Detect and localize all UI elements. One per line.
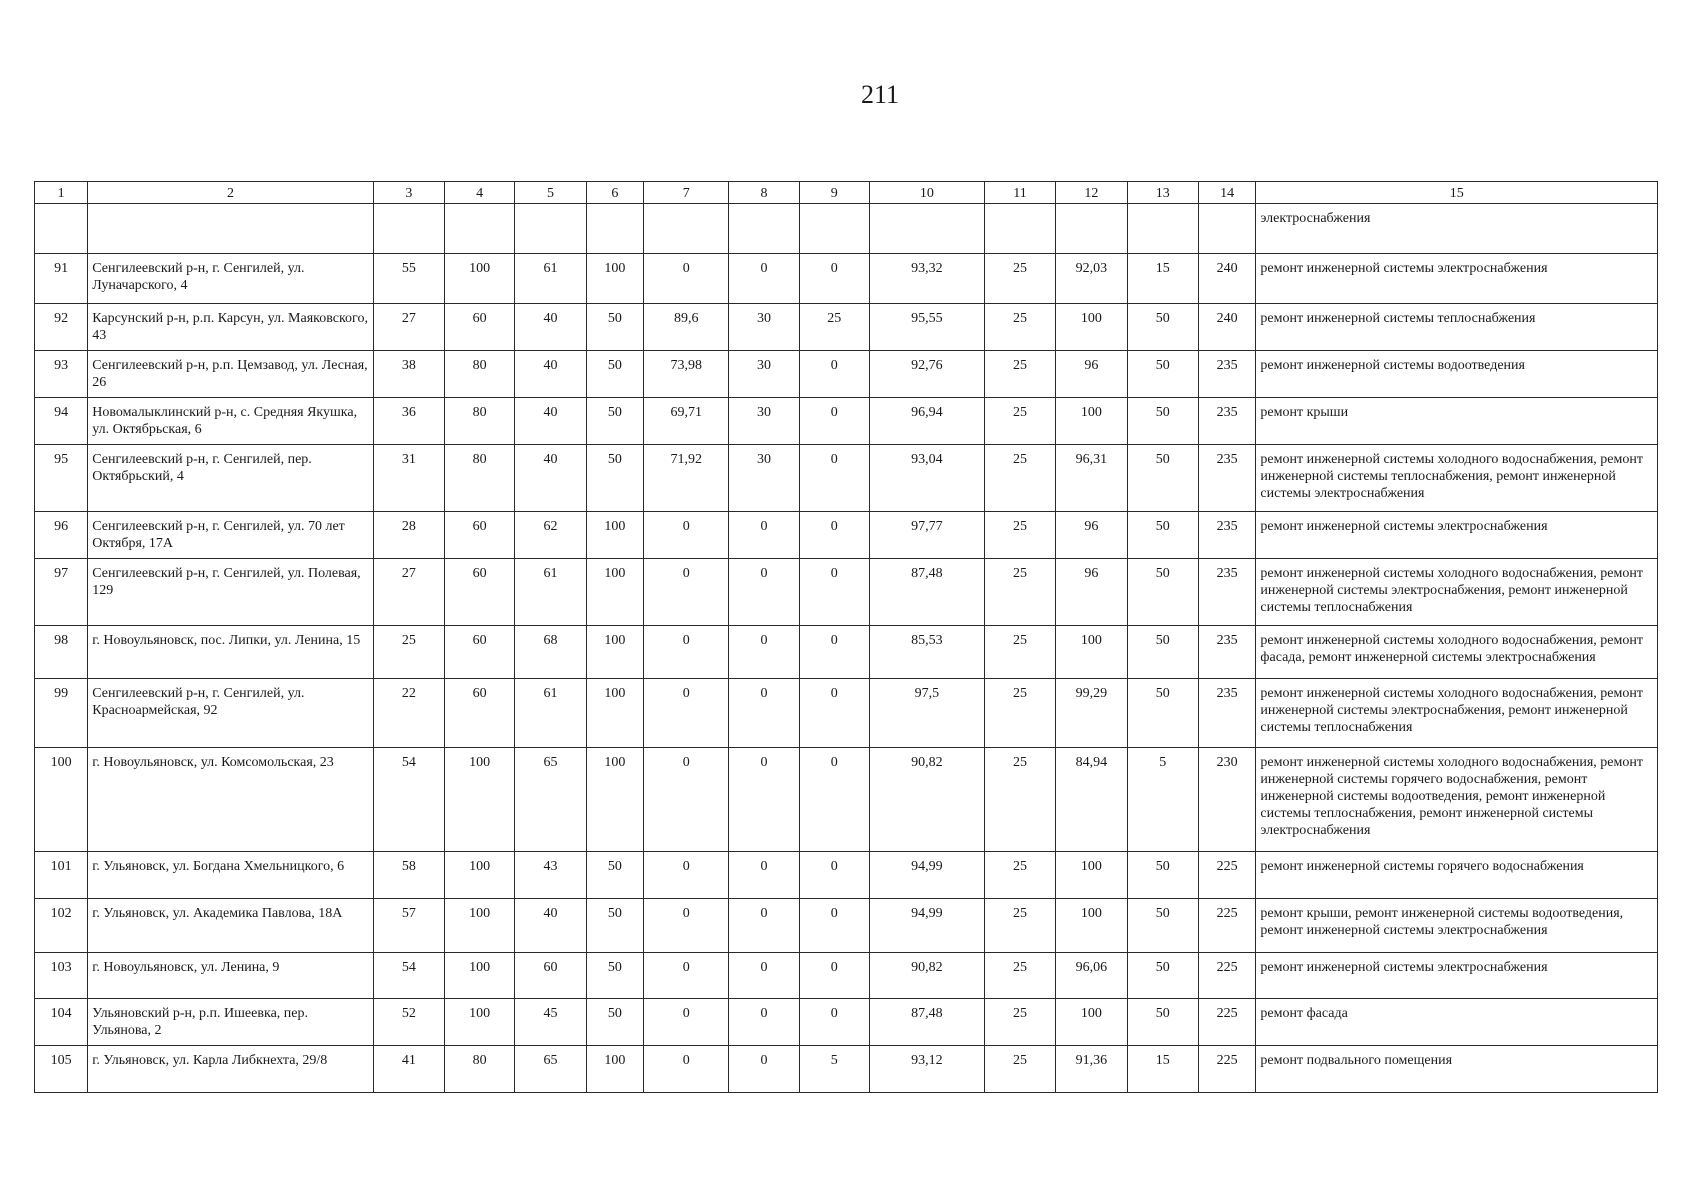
value-cell: 0: [729, 512, 799, 559]
value-cell: 25: [984, 679, 1055, 748]
value-cell: 80: [444, 445, 514, 512]
total-score-cell: 235: [1198, 351, 1256, 398]
value-cell: 55: [373, 254, 444, 304]
value-cell: 96: [1056, 512, 1127, 559]
value-cell: 25: [984, 999, 1055, 1046]
value-cell: 92,76: [869, 351, 984, 398]
total-score-cell: 240: [1198, 254, 1256, 304]
value-cell: 100: [1056, 304, 1127, 351]
value-cell: 69,71: [644, 398, 729, 445]
value-cell: 80: [444, 398, 514, 445]
value-cell: 5: [1127, 748, 1198, 852]
table-row: [35, 626, 1658, 679]
value-cell: 60: [444, 512, 514, 559]
value-cell: 80: [444, 351, 514, 398]
table-cell: [729, 204, 799, 254]
value-cell: 30: [729, 445, 799, 512]
value-cell: 40: [515, 899, 586, 953]
table-row: [35, 254, 1658, 304]
work-type-cell: ремонт инженерной системы электроснабжения: [1256, 953, 1658, 999]
value-cell: 50: [1127, 679, 1198, 748]
value-cell: 50: [586, 304, 644, 351]
value-cell: 25: [984, 398, 1055, 445]
value-cell: 73,98: [644, 351, 729, 398]
value-cell: 50: [586, 351, 644, 398]
value-cell: 54: [373, 748, 444, 852]
table-cell: [1127, 204, 1198, 254]
value-cell: 50: [1127, 953, 1198, 999]
work-type-cell: ремонт инженерной системы электроснабжения: [1256, 512, 1658, 559]
value-cell: 30: [729, 304, 799, 351]
value-cell: 100: [586, 626, 644, 679]
table-cell: [984, 204, 1055, 254]
value-cell: 0: [644, 899, 729, 953]
value-cell: 0: [729, 852, 799, 899]
work-type-cell: ремонт подвального помещения: [1256, 1046, 1658, 1093]
value-cell: 50: [1127, 852, 1198, 899]
value-cell: 38: [373, 351, 444, 398]
value-cell: 25: [984, 445, 1055, 512]
column-header: 6: [586, 182, 644, 204]
value-cell: 43: [515, 852, 586, 899]
table-cell: [1056, 204, 1127, 254]
value-cell: 28: [373, 512, 444, 559]
work-type-cell: ремонт инженерной системы холодного водоснабжения, ремонт фасада, ремонт инженерной системы электроснабжения: [1256, 626, 1658, 679]
value-cell: 87,48: [869, 999, 984, 1046]
value-cell: 0: [644, 1046, 729, 1093]
value-cell: 50: [586, 899, 644, 953]
table-row: [35, 899, 1658, 953]
table-row: [35, 1046, 1658, 1093]
value-cell: 95,55: [869, 304, 984, 351]
table-row: [35, 351, 1658, 398]
row-number-cell: 102: [35, 899, 88, 953]
table-cell: [373, 204, 444, 254]
value-cell: 0: [729, 626, 799, 679]
value-cell: 0: [799, 254, 869, 304]
value-cell: 50: [586, 953, 644, 999]
value-cell: 61: [515, 254, 586, 304]
table-row: [35, 559, 1658, 626]
value-cell: 0: [729, 899, 799, 953]
value-cell: 92,03: [1056, 254, 1127, 304]
total-score-cell: 230: [1198, 748, 1256, 852]
value-cell: 0: [799, 679, 869, 748]
table-row: [35, 398, 1658, 445]
total-score-cell: 225: [1198, 899, 1256, 953]
value-cell: 90,82: [869, 953, 984, 999]
value-cell: 100: [1056, 398, 1127, 445]
address-cell: Сенгилеевский р-н, г. Сенгилей, ул. Луначарского, 4: [88, 254, 373, 304]
value-cell: 61: [515, 559, 586, 626]
column-header: 10: [869, 182, 984, 204]
address-cell: г. Ульяновск, ул. Богдана Хмельницкого, 6: [88, 852, 373, 899]
value-cell: 15: [1127, 1046, 1198, 1093]
total-score-cell: 225: [1198, 852, 1256, 899]
column-header: 7: [644, 182, 729, 204]
work-type-cell: ремонт крыши, ремонт инженерной системы водоотведения, ремонт инженерной системы электроснабжения: [1256, 899, 1658, 953]
address-cell: г. Новоульяновск, пос. Липки, ул. Ленина, 15: [88, 626, 373, 679]
work-type-cell: ремонт инженерной системы холодного водоснабжения, ремонт инженерной системы теплоснабжения, ремонт инженерной системы электроснабжения: [1256, 445, 1658, 512]
table-cell: [799, 204, 869, 254]
table-cell: [35, 204, 88, 254]
value-cell: 50: [1127, 999, 1198, 1046]
value-cell: 25: [984, 852, 1055, 899]
value-cell: 27: [373, 304, 444, 351]
value-cell: 0: [644, 626, 729, 679]
value-cell: 40: [515, 398, 586, 445]
work-type-cell: ремонт фасада: [1256, 999, 1658, 1046]
value-cell: 100: [586, 559, 644, 626]
value-cell: 0: [729, 1046, 799, 1093]
value-cell: 68: [515, 626, 586, 679]
value-cell: 0: [644, 748, 729, 852]
value-cell: 0: [799, 351, 869, 398]
table-cell: [644, 204, 729, 254]
address-cell: г. Новоульяновск, ул. Ленина, 9: [88, 953, 373, 999]
row-number-cell: 96: [35, 512, 88, 559]
table-cell: [444, 204, 514, 254]
value-cell: 0: [799, 852, 869, 899]
value-cell: 93,32: [869, 254, 984, 304]
value-cell: 100: [444, 899, 514, 953]
total-score-cell: 235: [1198, 679, 1256, 748]
total-score-cell: 235: [1198, 512, 1256, 559]
value-cell: 100: [586, 679, 644, 748]
table-cell: [88, 204, 373, 254]
value-cell: 0: [729, 999, 799, 1046]
work-type-cell: ремонт инженерной системы теплоснабжения: [1256, 304, 1658, 351]
value-cell: 100: [1056, 852, 1127, 899]
column-header: 2: [88, 182, 373, 204]
table-cell: [515, 204, 586, 254]
value-cell: 100: [1056, 999, 1127, 1046]
value-cell: 54: [373, 953, 444, 999]
work-type-cell: ремонт инженерной системы холодного водоснабжения, ремонт инженерной системы горячего водоснабжения, ремонт инженерной системы водоотведения, ремонт инженерной системы теплоснабжения, ремонт инженерной системы электроснабжения: [1256, 748, 1658, 852]
value-cell: 30: [729, 351, 799, 398]
value-cell: 94,99: [869, 852, 984, 899]
address-cell: г. Новоульяновск, ул. Комсомольская, 23: [88, 748, 373, 852]
value-cell: 57: [373, 899, 444, 953]
value-cell: 52: [373, 999, 444, 1046]
value-cell: 25: [984, 351, 1055, 398]
value-cell: 0: [799, 999, 869, 1046]
column-header: 3: [373, 182, 444, 204]
table-row: [35, 679, 1658, 748]
row-number-cell: 97: [35, 559, 88, 626]
value-cell: 91,36: [1056, 1046, 1127, 1093]
value-cell: 0: [644, 559, 729, 626]
value-cell: 50: [1127, 304, 1198, 351]
value-cell: 71,92: [644, 445, 729, 512]
column-header: 5: [515, 182, 586, 204]
address-cell: Сенгилеевский р-н, г. Сенгилей, пер. Октябрьский, 4: [88, 445, 373, 512]
value-cell: 31: [373, 445, 444, 512]
total-score-cell: 240: [1198, 304, 1256, 351]
table-row: [35, 304, 1658, 351]
table-cell: [1198, 204, 1256, 254]
column-number-header-row: [35, 182, 1658, 204]
value-cell: 50: [1127, 899, 1198, 953]
value-cell: 100: [444, 999, 514, 1046]
table-row: [35, 748, 1658, 852]
value-cell: 93,12: [869, 1046, 984, 1093]
column-header: 1: [35, 182, 88, 204]
value-cell: 100: [586, 254, 644, 304]
table-row: [35, 852, 1658, 899]
value-cell: 65: [515, 748, 586, 852]
value-cell: 0: [729, 748, 799, 852]
value-cell: 0: [729, 254, 799, 304]
value-cell: 50: [586, 398, 644, 445]
value-cell: 62: [515, 512, 586, 559]
continuation-row: [35, 204, 1658, 254]
value-cell: 96,94: [869, 398, 984, 445]
value-cell: 25: [984, 1046, 1055, 1093]
value-cell: 60: [444, 626, 514, 679]
address-cell: Новомалыклинский р-н, с. Средняя Якушка, ул. Октябрьская, 6: [88, 398, 373, 445]
value-cell: 50: [586, 445, 644, 512]
value-cell: 100: [586, 512, 644, 559]
table-cell: [586, 204, 644, 254]
row-number-cell: 93: [35, 351, 88, 398]
value-cell: 80: [444, 1046, 514, 1093]
value-cell: 50: [1127, 445, 1198, 512]
value-cell: 50: [1127, 626, 1198, 679]
value-cell: 5: [799, 1046, 869, 1093]
total-score-cell: 235: [1198, 559, 1256, 626]
address-cell: г. Ульяновск, ул. Карла Либкнехта, 29/8: [88, 1046, 373, 1093]
row-number-cell: 100: [35, 748, 88, 852]
value-cell: 94,99: [869, 899, 984, 953]
value-cell: 25: [373, 626, 444, 679]
column-header: 12: [1056, 182, 1127, 204]
total-score-cell: 235: [1198, 398, 1256, 445]
row-number-cell: 98: [35, 626, 88, 679]
value-cell: 27: [373, 559, 444, 626]
value-cell: 0: [729, 679, 799, 748]
value-cell: 97,77: [869, 512, 984, 559]
value-cell: 25: [799, 304, 869, 351]
total-score-cell: 235: [1198, 626, 1256, 679]
value-cell: 25: [984, 748, 1055, 852]
row-number-cell: 92: [35, 304, 88, 351]
value-cell: 50: [1127, 559, 1198, 626]
value-cell: 25: [984, 559, 1055, 626]
value-cell: 50: [586, 999, 644, 1046]
value-cell: 0: [644, 254, 729, 304]
value-cell: 60: [444, 559, 514, 626]
value-cell: 100: [586, 748, 644, 852]
value-cell: 60: [444, 304, 514, 351]
value-cell: 0: [644, 679, 729, 748]
value-cell: 30: [729, 398, 799, 445]
column-header: 9: [799, 182, 869, 204]
value-cell: 15: [1127, 254, 1198, 304]
address-cell: Карсунский р-н, р.п. Карсун, ул. Маяковского, 43: [88, 304, 373, 351]
value-cell: 36: [373, 398, 444, 445]
value-cell: 0: [799, 445, 869, 512]
value-cell: 85,53: [869, 626, 984, 679]
work-type-cell: электроснабжения: [1256, 204, 1658, 254]
value-cell: 99,29: [1056, 679, 1127, 748]
work-type-cell: ремонт инженерной системы горячего водоснабжения: [1256, 852, 1658, 899]
value-cell: 60: [444, 679, 514, 748]
value-cell: 87,48: [869, 559, 984, 626]
value-cell: 58: [373, 852, 444, 899]
row-number-cell: 105: [35, 1046, 88, 1093]
value-cell: 0: [799, 559, 869, 626]
table-row: [35, 445, 1658, 512]
total-score-cell: 225: [1198, 953, 1256, 999]
value-cell: 22: [373, 679, 444, 748]
value-cell: 93,04: [869, 445, 984, 512]
value-cell: 96,31: [1056, 445, 1127, 512]
value-cell: 0: [799, 512, 869, 559]
work-type-cell: ремонт крыши: [1256, 398, 1658, 445]
value-cell: 100: [1056, 899, 1127, 953]
value-cell: 25: [984, 626, 1055, 679]
value-cell: 41: [373, 1046, 444, 1093]
value-cell: 100: [586, 1046, 644, 1093]
value-cell: 84,94: [1056, 748, 1127, 852]
value-cell: 100: [444, 748, 514, 852]
row-number-cell: 99: [35, 679, 88, 748]
value-cell: 0: [799, 748, 869, 852]
row-number-cell: 103: [35, 953, 88, 999]
value-cell: 96: [1056, 559, 1127, 626]
value-cell: 0: [644, 512, 729, 559]
value-cell: 25: [984, 953, 1055, 999]
value-cell: 0: [799, 398, 869, 445]
table-row: [35, 512, 1658, 559]
value-cell: 100: [444, 254, 514, 304]
value-cell: 45: [515, 999, 586, 1046]
table-row: [35, 953, 1658, 999]
value-cell: 25: [984, 512, 1055, 559]
work-type-cell: ремонт инженерной системы холодного водоснабжения, ремонт инженерной системы электроснабжения, ремонт инженерной системы теплоснабжения: [1256, 559, 1658, 626]
total-score-cell: 235: [1198, 445, 1256, 512]
value-cell: 100: [444, 852, 514, 899]
row-number-cell: 91: [35, 254, 88, 304]
value-cell: 0: [729, 559, 799, 626]
value-cell: 25: [984, 304, 1055, 351]
value-cell: 97,5: [869, 679, 984, 748]
value-cell: 25: [984, 899, 1055, 953]
value-cell: 0: [799, 899, 869, 953]
value-cell: 61: [515, 679, 586, 748]
column-header: 14: [1198, 182, 1256, 204]
value-cell: 0: [644, 999, 729, 1046]
value-cell: 96: [1056, 351, 1127, 398]
value-cell: 50: [1127, 351, 1198, 398]
address-cell: Ульяновский р-н, р.п. Ишеевка, пер. Ульянова, 2: [88, 999, 373, 1046]
address-cell: Сенгилеевский р-н, г. Сенгилей, ул. 70 лет Октября, 17А: [88, 512, 373, 559]
value-cell: 50: [1127, 398, 1198, 445]
column-header: 13: [1127, 182, 1198, 204]
row-number-cell: 95: [35, 445, 88, 512]
value-cell: 50: [1127, 512, 1198, 559]
row-number-cell: 94: [35, 398, 88, 445]
column-header: 8: [729, 182, 799, 204]
value-cell: 60: [515, 953, 586, 999]
column-header: 11: [984, 182, 1055, 204]
value-cell: 65: [515, 1046, 586, 1093]
value-cell: 89,6: [644, 304, 729, 351]
work-type-cell: ремонт инженерной системы водоотведения: [1256, 351, 1658, 398]
address-cell: Сенгилеевский р-н, г. Сенгилей, ул. Полевая, 129: [88, 559, 373, 626]
value-cell: 40: [515, 304, 586, 351]
page-number: 211: [860, 80, 900, 109]
value-cell: 50: [586, 852, 644, 899]
value-cell: 25: [984, 254, 1055, 304]
value-cell: 0: [799, 953, 869, 999]
value-cell: 100: [1056, 626, 1127, 679]
address-cell: Сенгилеевский р-н, г. Сенгилей, ул. Красноармейская, 92: [88, 679, 373, 748]
work-type-cell: ремонт инженерной системы холодного водоснабжения, ремонт инженерной системы электроснабжения, ремонт инженерной системы теплоснабжения: [1256, 679, 1658, 748]
value-cell: 0: [799, 626, 869, 679]
row-number-cell: 101: [35, 852, 88, 899]
value-cell: 100: [444, 953, 514, 999]
table-row: [35, 999, 1658, 1046]
value-cell: 96,06: [1056, 953, 1127, 999]
value-cell: 40: [515, 445, 586, 512]
value-cell: 0: [729, 953, 799, 999]
value-cell: 0: [644, 852, 729, 899]
column-header: 15: [1256, 182, 1658, 204]
table-cell: [869, 204, 984, 254]
address-cell: г. Ульяновск, ул. Академика Павлова, 18А: [88, 899, 373, 953]
column-header: 4: [444, 182, 514, 204]
value-cell: 40: [515, 351, 586, 398]
value-cell: 90,82: [869, 748, 984, 852]
data-table: [34, 181, 1658, 1093]
address-cell: Сенгилеевский р-н, р.п. Цемзавод, ул. Лесная, 26: [88, 351, 373, 398]
value-cell: 0: [644, 953, 729, 999]
work-type-cell: ремонт инженерной системы электроснабжения: [1256, 254, 1658, 304]
total-score-cell: 225: [1198, 999, 1256, 1046]
total-score-cell: 225: [1198, 1046, 1256, 1093]
row-number-cell: 104: [35, 999, 88, 1046]
